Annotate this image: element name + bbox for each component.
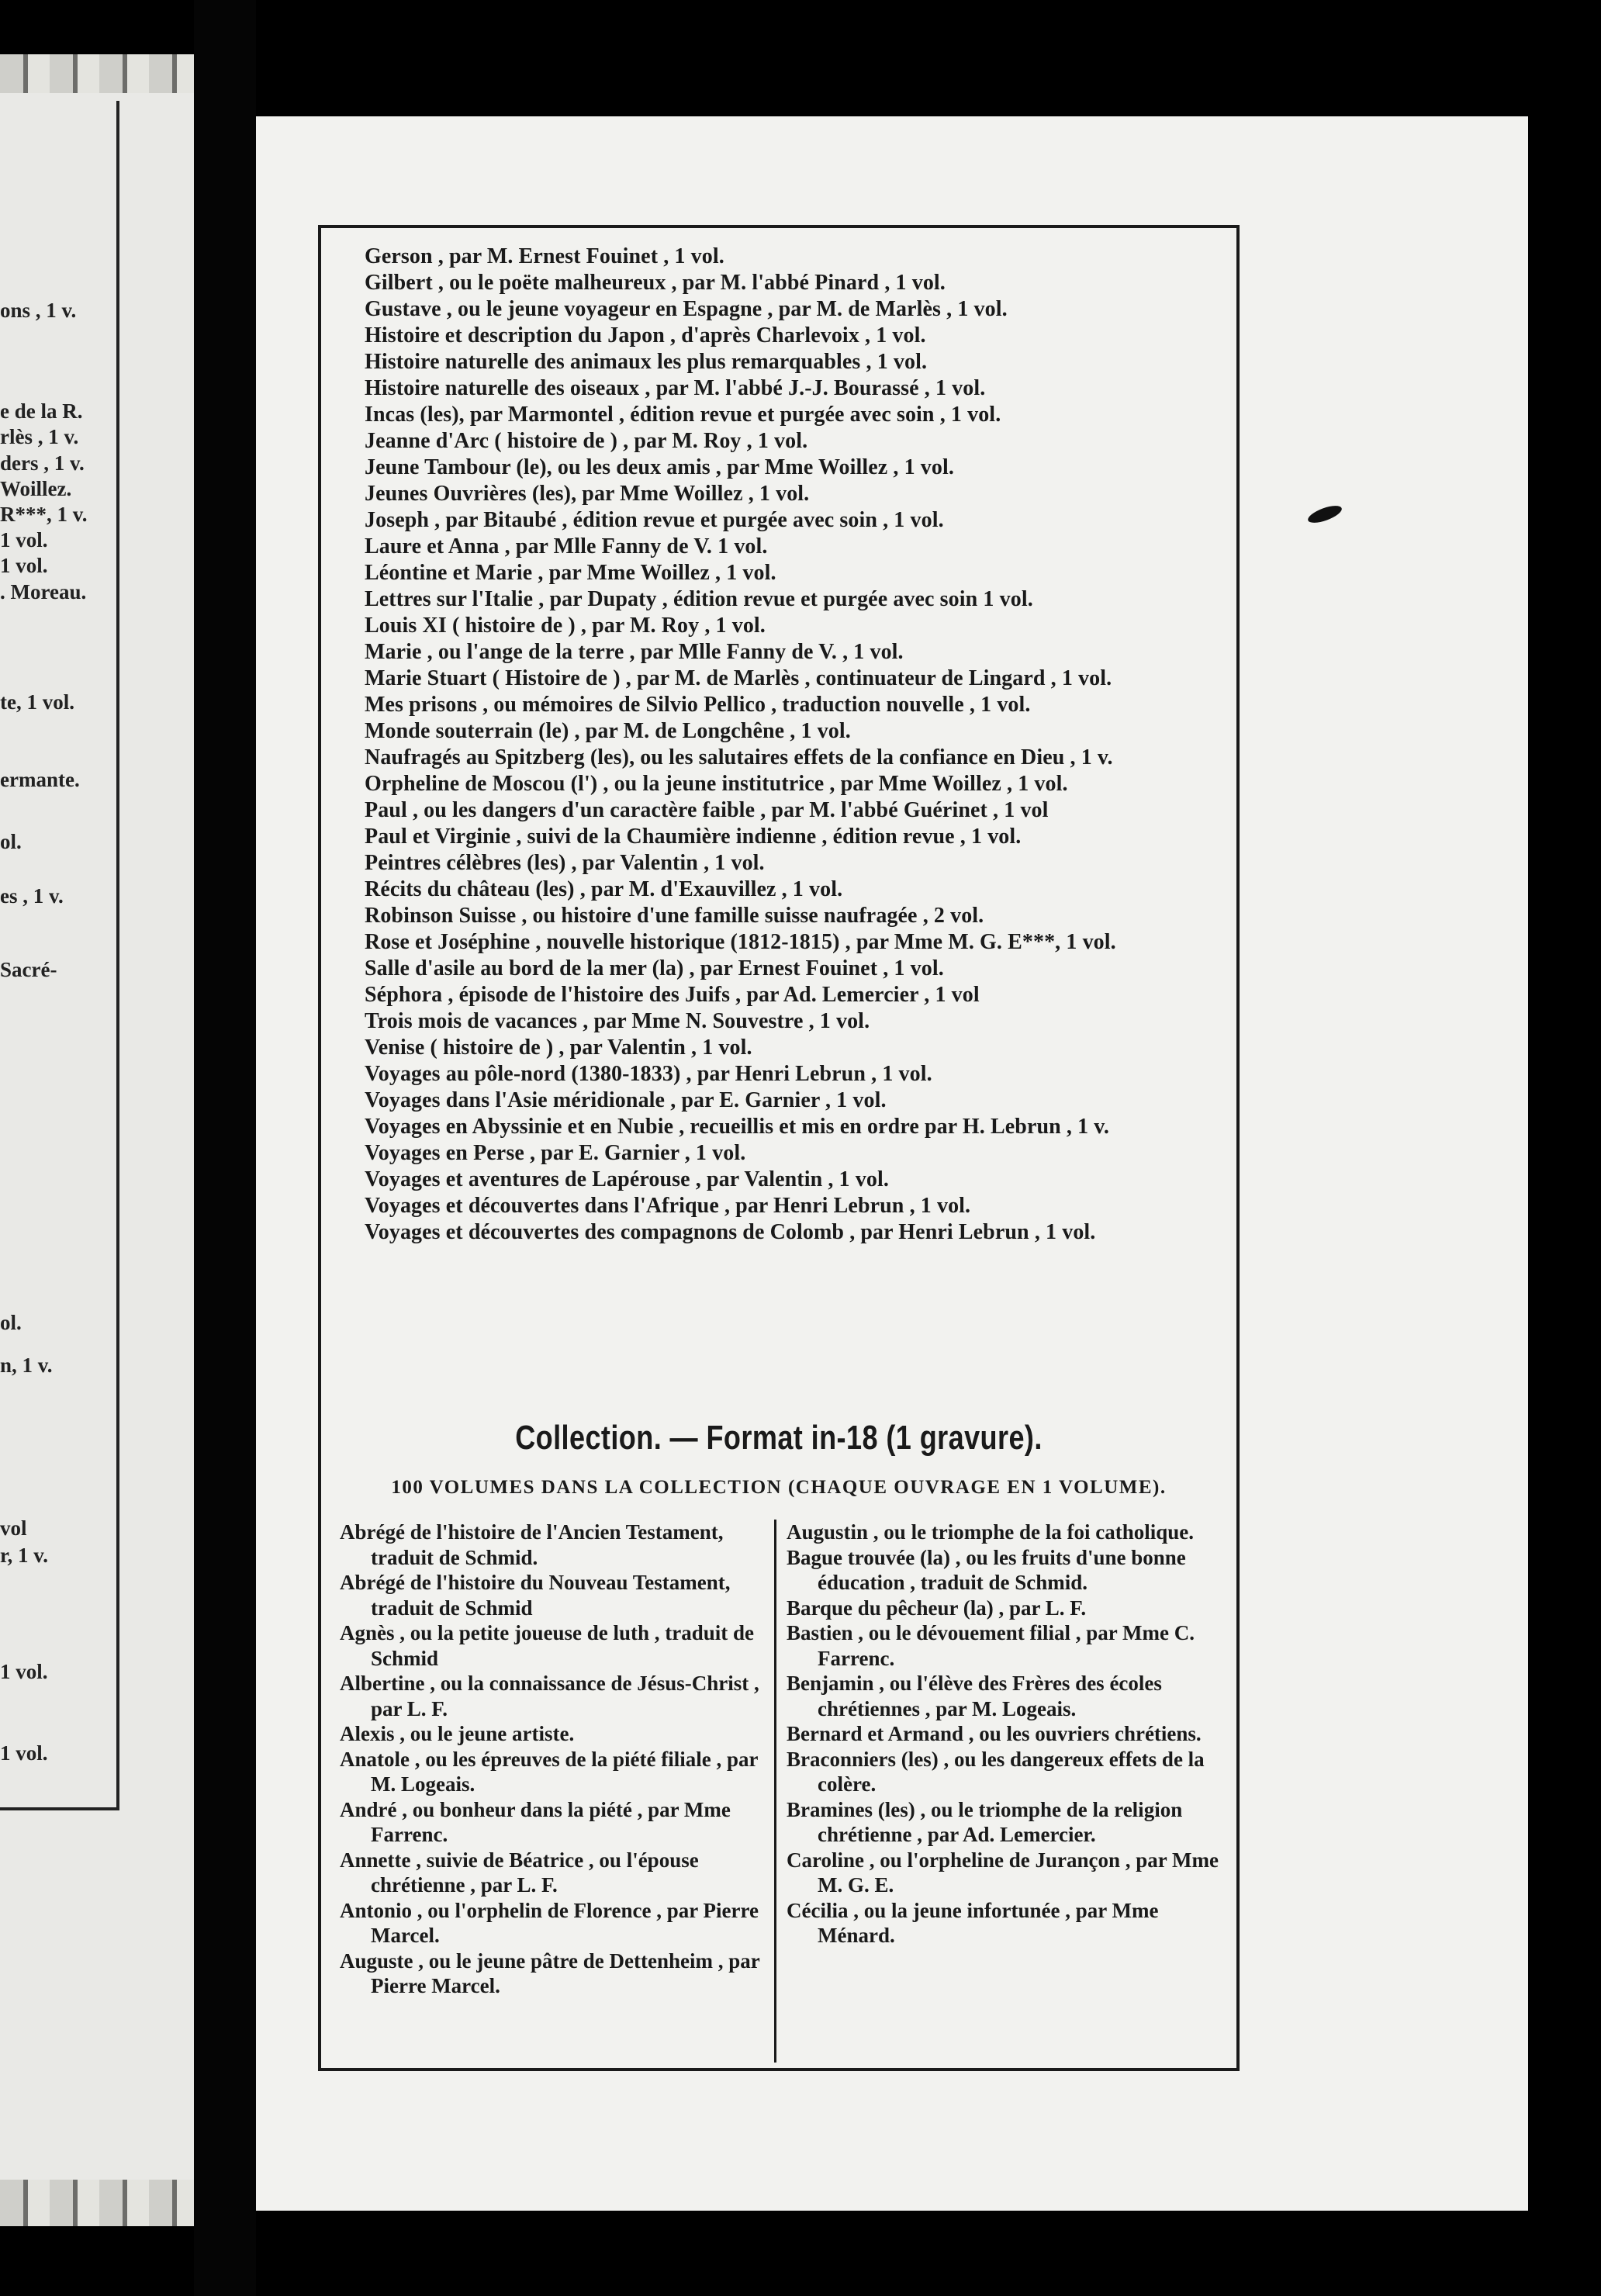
collection-item: Cécilia , ou la jeune infortunée , par Mme Ménard.: [787, 1898, 1159, 1947]
list-item: Histoire et description du Japon , d'après Charlevoix , 1 vol.: [365, 323, 926, 348]
list-item: Peintres célèbres (les) , par Valentin , 1 vol.: [365, 851, 765, 875]
list-item: Monde souterrain (le) , par M. de Longchêne , 1 vol.: [365, 719, 851, 743]
list-item: Histoire naturelle des oiseaux , par M. l'abbé J.-J. Bourassé , 1 vol.: [365, 376, 986, 400]
collection-item: Benjamin , ou l'élève des Frères des écoles chrétiennes , par M. Logeais.: [787, 1672, 1162, 1720]
left-page-fragment: ol.: [0, 830, 22, 853]
collection-item: Annette , suivie de Béatrice , ou l'épouse chrétienne , par L. F.: [340, 1848, 699, 1897]
list-item: Trois mois de vacances , par Mme N. Souvestre , 1 vol.: [365, 1009, 870, 1033]
list-item: Gerson , par M. Ernest Fouinet , 1 vol.: [365, 244, 724, 268]
collection-column-left: [340, 1520, 774, 1999]
list-item: Marie Stuart ( Histoire de ) , par M. de Marlès , continuateur de Lingard , 1 vol.: [365, 666, 1112, 690]
collection-item: Braconniers (les) , ou les dangereux effets de la colère.: [787, 1747, 1205, 1796]
collection-item: Anatole , ou les épreuves de la piété filiale , par M. Logeais.: [340, 1747, 758, 1796]
list-item: Voyages et découvertes des compagnons de Colomb , par Henri Lebrun , 1 vol.: [365, 1220, 1096, 1244]
collection-heading: Collection. — Format in-18 (1 gravure).: [515, 1419, 1043, 1457]
collection-item: Abrégé de l'histoire de l'Ancien Testament, traduit de Schmid.: [340, 1520, 724, 1569]
left-page-fragment: ol.: [0, 1311, 22, 1334]
collection-item: Barque du pêcheur (la) , par L. F.: [787, 1596, 1087, 1620]
collection-item: Bramines (les) , ou le triomphe de la religion chrétienne , par Ad. Lemercier.: [787, 1797, 1183, 1846]
collection-item: Bastien , ou le dévouement filial , par Mme C. Farrenc.: [787, 1621, 1195, 1670]
column-divider: [774, 1520, 776, 2063]
list-item: Incas (les), par Marmontel , édition revue et purgée avec soin , 1 vol.: [365, 403, 1001, 427]
collection-column-right: [787, 1520, 1221, 1948]
list-item: Robinson Suisse , ou histoire d'une famille suisse naufragée , 2 vol.: [365, 904, 984, 928]
collection-item: Albertine , ou la connaissance de Jésus-Christ , par L. F.: [340, 1672, 759, 1720]
list-item: Salle d'asile au bord de la mer (la) , par Ernest Fouinet , 1 vol.: [365, 956, 944, 980]
left-page-fragment: ders , 1 v.: [0, 451, 85, 475]
list-item: Rose et Joséphine , nouvelle historique (1812-1815) , par Mme M. G. E***, 1 vol.: [365, 930, 1116, 954]
list-item: Léontine et Marie , par Mme Woillez , 1 vol.: [365, 561, 776, 585]
left-page-fragment: e de la R.: [0, 399, 83, 423]
catalog-page: [256, 116, 1528, 2211]
list-item: Récits du château (les) , par M. d'Exauvillez , 1 vol.: [365, 877, 843, 901]
left-page-fragment: rlès , 1 v.: [0, 425, 79, 448]
left-page-fragment: es , 1 v.: [0, 884, 64, 908]
list-item: Orpheline de Moscou (l') , ou la jeune institutrice , par Mme Woillez , 1 vol.: [365, 772, 1068, 796]
book-list: [365, 244, 1233, 1246]
list-item: Jeune Tambour (le), ou les deux amis , par Mme Woillez , 1 vol.: [365, 455, 954, 479]
list-item: Gustave , ou le jeune voyageur en Espagne , par M. de Marlès , 1 vol.: [365, 297, 1008, 321]
list-item: Venise ( histoire de ) , par Valentin , 1 vol.: [365, 1036, 752, 1060]
left-page-fragment: vol: [0, 1516, 27, 1540]
list-item: Gilbert , ou le poëte malheureux , par M. l'abbé Pinard , 1 vol.: [365, 271, 946, 295]
list-item: Voyages au pôle-nord (1380-1833) , par Henri Lebrun , 1 vol.: [365, 1062, 932, 1086]
list-item: Louis XI ( histoire de ) , par M. Roy , 1 vol.: [365, 614, 766, 638]
list-item: Paul et Virginie , suivi de la Chaumière indienne , édition revue , 1 vol.: [365, 825, 1022, 849]
collection-item: André , ou bonheur dans la piété , par Mme Farrenc.: [340, 1797, 731, 1846]
left-page-fragment: Woillez.: [0, 477, 72, 500]
collection-item: Alexis , ou le jeune artiste.: [340, 1722, 575, 1745]
left-page-fragment: r, 1 v.: [0, 1544, 49, 1567]
list-item: Voyages en Abyssinie et en Nubie , recueillis et mis en ordre par H. Lebrun , 1 v.: [365, 1115, 1109, 1139]
list-item: Jeanne d'Arc ( histoire de ) , par M. Roy , 1 vol.: [365, 429, 808, 453]
catalog-frame: [318, 225, 1240, 2071]
left-page-fragment: Sacré-: [0, 958, 57, 981]
collection-item: Auguste , ou le jeune pâtre de Dettenheim , par Pierre Marcel.: [340, 1948, 760, 1997]
list-item: Voyages dans l'Asie méridionale , par E. Garnier , 1 vol.: [365, 1088, 887, 1112]
top-ornament: [0, 54, 194, 93]
left-page: [0, 54, 194, 2226]
list-item: Jeunes Ouvrières (les), par Mme Woillez , 1 vol.: [365, 482, 810, 506]
collection-item: Antonio , ou l'orphelin de Florence , par Pierre Marcel.: [340, 1898, 759, 1947]
left-page-fragment: 1 vol.: [0, 528, 48, 552]
left-page-fragment: te, 1 vol.: [0, 690, 74, 714]
book-gutter: [194, 0, 256, 2296]
list-item: Lettres sur l'Italie , par Dupaty , édition revue et purgée avec soin 1 vol.: [365, 587, 1033, 611]
left-page-fragment: R***, 1 v.: [0, 503, 88, 526]
left-page-fragment: 1 vol.: [0, 554, 48, 577]
list-item: Voyages et aventures de Lapérouse , par Valentin , 1 vol.: [365, 1167, 889, 1191]
list-item: Mes prisons , ou mémoires de Silvio Pellico , traduction nouvelle , 1 vol.: [365, 693, 1031, 717]
list-item: Marie , ou l'ange de la terre , par Mlle Fanny de V. , 1 vol.: [365, 640, 904, 664]
list-item: Séphora , épisode de l'histoire des Juifs , par Ad. Lemercier , 1 vol: [365, 983, 980, 1007]
collection-item: Caroline , ou l'orpheline de Jurançon , par Mme M. G. E.: [787, 1848, 1219, 1897]
left-page-fragment: 1 vol.: [0, 1741, 48, 1765]
left-page-fragment: 1 vol.: [0, 1660, 48, 1683]
left-page-fragment: ons , 1 v.: [0, 299, 77, 322]
ink-speck: [1306, 503, 1344, 527]
left-page-fragment: ermante.: [0, 768, 80, 791]
collection-item: Abrégé de l'histoire du Nouveau Testament, traduit de Schmid: [340, 1571, 731, 1620]
left-page-fragment: n, 1 v.: [0, 1354, 53, 1377]
collection-item: Bernard et Armand , ou les ouvriers chrétiens.: [787, 1722, 1202, 1745]
list-item: Voyages et découvertes dans l'Afrique , par Henri Lebrun , 1 vol.: [365, 1194, 971, 1218]
list-item: Joseph , par Bitaubé , édition revue et purgée avec soin , 1 vol.: [365, 508, 944, 532]
list-item: Naufragés au Spitzberg (les), ou les salutaires effets de la confiance en Dieu , 1 v.: [365, 745, 1113, 769]
left-page-fragment: . Moreau.: [0, 580, 87, 603]
collection-item: Agnès , ou la petite joueuse de luth , traduit de Schmid: [340, 1621, 755, 1670]
bottom-ornament: [0, 2180, 194, 2226]
collection-subheading: 100 VOLUMES DANS LA COLLECTION (CHAQUE OUVRAGE EN 1 VOLUME).: [391, 1477, 1167, 1498]
collection-item: Augustin , ou le triomphe de la foi catholique.: [787, 1520, 1195, 1544]
list-item: Paul , ou les dangers d'un caractère faible , par M. l'abbé Guérinet , 1 vol: [365, 798, 1049, 822]
list-item: Histoire naturelle des animaux les plus remarquables , 1 vol.: [365, 350, 928, 374]
collection-item: Bague trouvée (la) , ou les fruits d'une bonne éducation , traduit de Schmid.: [787, 1545, 1186, 1594]
list-item: Laure et Anna , par Mlle Fanny de V. 1 vol.: [365, 534, 768, 558]
list-item: Voyages en Perse , par E. Garnier , 1 vol.: [365, 1141, 746, 1165]
